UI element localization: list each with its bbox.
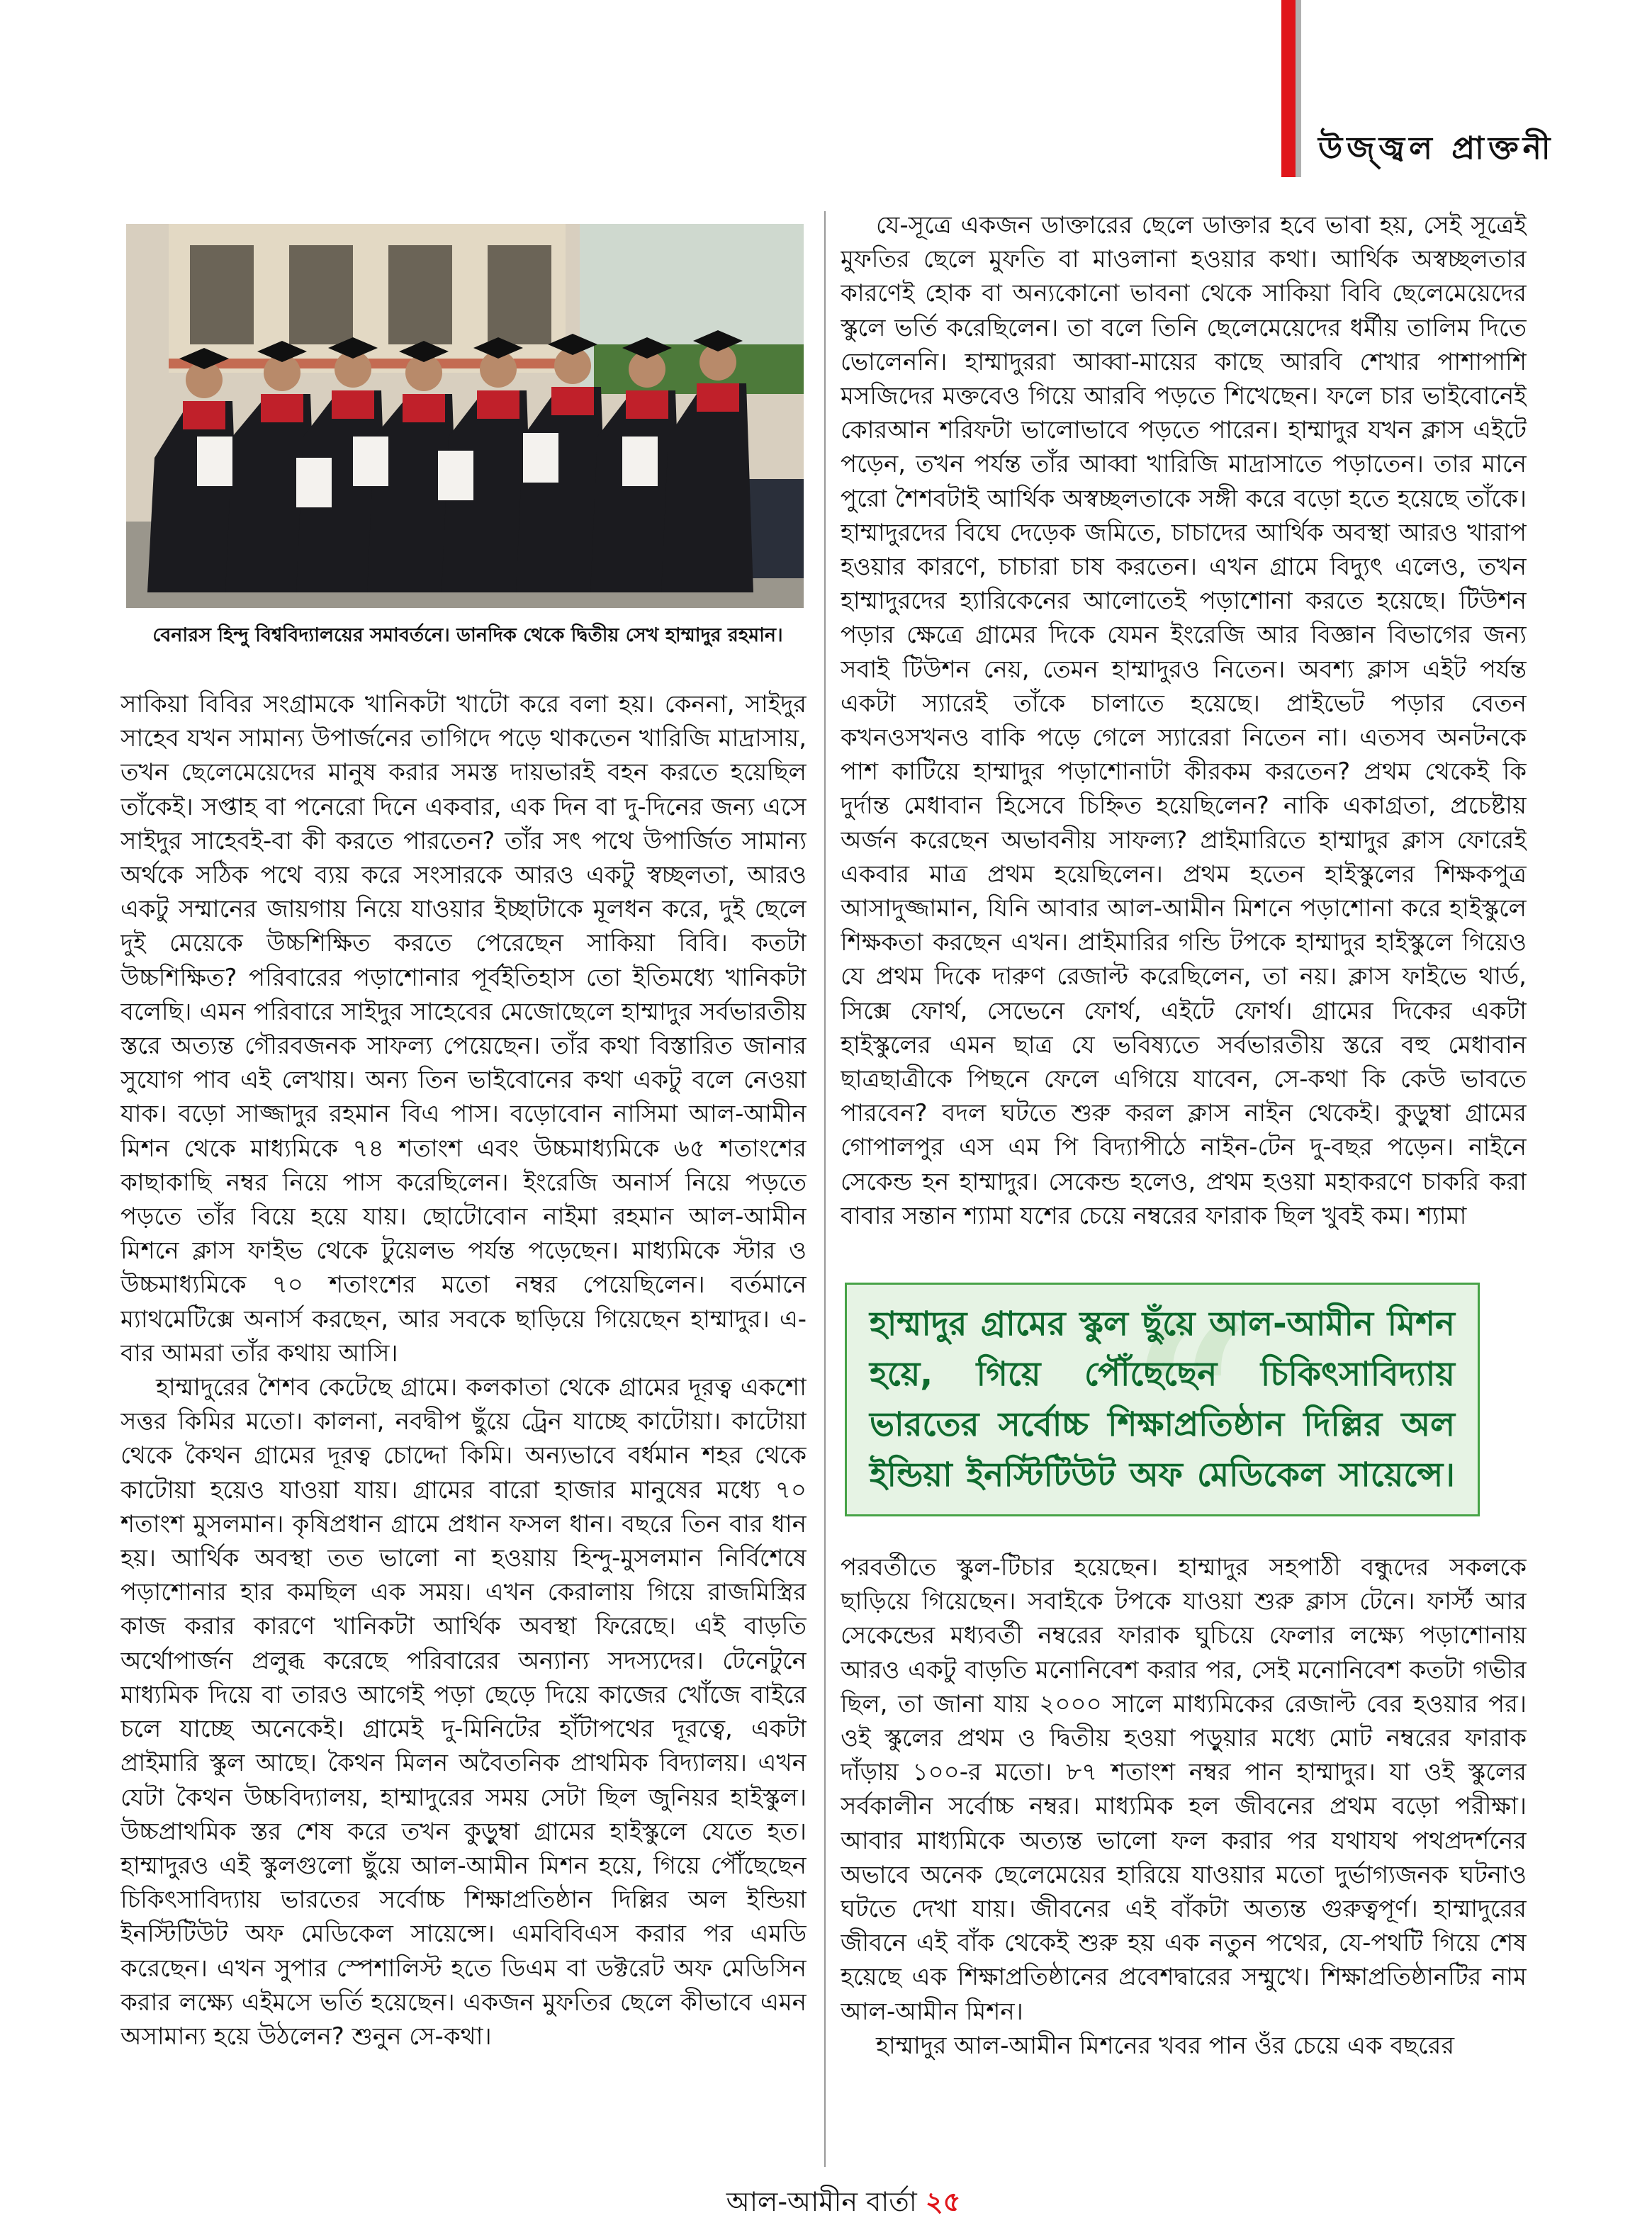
article-paragraph: যে-সূত্রে একজন ডাক্তারের ছেলে ডাক্তার হবে ভাবা হয়, সেই সূত্রেই মুফতির ছেলে মুফতি বা মাওলানা হওয়ার কথা। আর্থিক অস্বচ্ছলতার কারণেই হোক বা অন্যকোনো ভাবনা থেকে সাকিয়া বিবি ছেলেমেয়েদের স্কুলে ভর্তি করেছিলেন। তা বলে তিনি ছেলেমেয়েদের ধর্মীয় তালিম দিতে ভোলেননি। হাম্মাদুররা আব্বা-মায়ের কাছে আরবি শেখার পাশাপাশি মসজিদের মক্তবেও গিয়ে আরবি পড়তে শিখেছেন। ফলে চার ভাইবোনেই কোরআন শরিফটা ভালোভাবে পড়তে পারেন। হাম্মাদুর যখন ক্লাস এইটে পড়েন, তখন পর্যন্ত তাঁর আব্বা খারিজি মাদ্রাসাতে পড়াতেন। তার মানে পুরো শৈশবটাই আর্থিক অস্বচ্ছলতাকে সঙ্গী করে বড়ো হতে হয়েছে তাঁকে। হাম্মাদুরদের বিঘে দেড়েক জমিতে, চাচাদের আর্থিক অবস্থা আরও খারাপ হওয়ার কারণে, চাচারা চাষ করতেন। এখন গ্রামে বিদ্যুৎ এলেও, তখন হাম্মাদুরদের হ্যারিকেনের আলোতেই পড়াশোনা করতে হয়েছে। টিউশন পড়ার ক্ষেত্রে গ্রামের দিকে যেমন ইংরেজি আর বিজ্ঞান বিভাগের জন্য সবাই টিউশন নেয়, তেমন হাম্মাদুরও নিতেন। অবশ্য ক্লাস এইট পর্যন্ত একটা স্যারেই তাঁকে চালাতে হয়েছে। প্রাইভেট পড়ার বেতন কখনওসখনও বাকি পড়ে গেলে স্যারেরা নিতেন না। এতসব অনটনকে পাশ কাটিয়ে হাম্মাদুর পড়াশোনাটা কীরকম করতেন? প্রথম থেকেই কি দুর্দান্ত মেধাবান হিসেবে চিহ্নিত হয়েছিলেন? নাকি একাগ্রতা, প্রচেষ্টায় অর্জন করেছেন অভাবনীয় সাফল্য? প্রাইমারিতে হাম্মাদুর ক্লাস ফোরেই একবার মাত্র প্রথম হয়েছিলেন। প্রথম হতেন হাইস্কুলের শিক্ষকপুত্র আসাদুজ্জামান, যিনি আবার আল-আমীন মিশনে পড়াশোনা করে হাইস্কুলে শিক্ষকতা করছেন এখন। প্রাইমারির গন্ডি টপকে হাম্মাদুর হাইস্কুলে গিয়েও যে প্রথম দিকে দারুণ রেজাল্ট করেছিলেন, তা নয়। ক্লাস ফাইভে থার্ড, সিক্সে ফোর্থ, সেভেনে ফোর্থ, এইটে ফোর্থ। গ্রামের দিকের একটা হাইস্কুলের এমন ছাত্র যে ভবিষ্যতে সর্বভারতীয় স্তরে বহু মেধাবান ছাত্রছাত্রীকে পিছনে ফেলে এগিয়ে যাবেন, সে-কথা কি কেউ ভাবতে পারবেন? বদল ঘটতে শুরু করল ক্লাস নাইন থেকেই। কুড়ুম্বা গ্রামের গোপালপুর এস এম পি বিদ্যাপীঠে নাইন-টেন দু-বছর পড়েন। নাইনে সেকেন্ড হন হাম্মাদুর। সেকেন্ড হলেও, প্রথম হওয়া মহাকরণে চাকরি করা বাবার সন্তান শ্যামা যশের চেয়ে নম্বরের ফারাক ছিল খুবই কম। শ্যামা: [841, 211, 1527, 1230]
page-footer: [695, 2181, 992, 2226]
header-accent-bar-shadow: [1296, 0, 1301, 177]
graduation-photo: [126, 224, 804, 608]
photo-caption: বেনারস হিন্দু বিশ্ববিদ্যালয়ের সমাবর্তনে। ডানদিক থেকে দ্বিতীয় সেখ হাম্মাদুর রহমান।: [152, 624, 783, 646]
magazine-name: আল-আমীন বার্তা: [726, 2186, 917, 2217]
quote-mark-icon: “: [1130, 1283, 1253, 1516]
article-paragraph: পরবর্তীতে স্কুল-টিচার হয়েছেন। হাম্মাদুর সহপাঠী বন্ধুদের সকলকে ছাড়িয়ে গিয়েছেন। সবাইকে টপকে যাওয়া শুরু ক্লাস টেনে। ফার্স্ট আর সেকেন্ডের মধ্যবর্তী নম্বরের ফারাক ঘুচিয়ে ফেলার লক্ষ্যে পড়াশোনায় আরও একটু বাড়তি মনোনিবেশ করার পর, সেই মনোনিবেশ কতটা গভীর ছিল, তা জানা যায় ২০০০ সালে মাধ্যমিকের রেজাল্ট বের হওয়ার পর। ওই স্কুলের প্রথম ও দ্বিতীয় হওয়া পড়ুয়ার মধ্যে মোট নম্বরের ফারাক দাঁড়ায় ১০০-র মতো। ৮৭ শতাংশ নম্বর পান হাম্মাদুর। যা ওই স্কুলের সর্বকালীন সর্বোচ্চ নম্বর। মাধ্যমিক হল জীবনের প্রথম বড়ো পরীক্ষা। আবার মাধ্যমিকে অত্যন্ত ভালো ফল করার পর যথাযথ পথপ্রদর্শনের অভাবে অনেক ছেলেমেয়ের হারিয়ে যাওয়ার মতো দুর্ভাগ্যজনক ঘটনাও ঘটতে দেখা যায়। জীবনের এই বাঁকটা অত্যন্ত গুরুত্বপূর্ণ। হাম্মাদুরের জীবনে এই বাঁক থেকেই শুরু হয় এক নতুন পথের, যে-পথটি গিয়ে শেষ হয়েছে এক শিক্ষাপ্রতিষ্ঠানের প্রবেশদ্বারের সম্মুখে। শিক্ষাপ্রতিষ্ঠানটির নাম আল-আমীন মিশন।: [841, 1553, 1527, 2026]
section-title: উজ্জ্বল প্রাক্তনী: [1318, 130, 1555, 167]
page-number: ২৫: [925, 2186, 961, 2217]
pull-quote-text: হাম্মাদুর গ্রামের স্কুল ছুঁয়ে আল-আমীন মিশন হয়ে, গিয়ে পৌঁছেছেন চিকিৎসাবিদ্যায় ভারতের সর্বোচ্চ শিক্ষাপ্রতিষ্ঠান দিল্লির অল ইন্ডিয়া ইনস্টিটিউট অফ মেডিকেল সায়েন্সে।: [870, 1305, 1455, 1494]
article-left-column: [120, 687, 807, 2161]
pull-quote-box: [845, 1283, 1480, 1516]
header-accent-bar: [1281, 0, 1296, 177]
article-right-column-top: [841, 208, 1527, 1253]
article-paragraph: সাকিয়া বিবির সংগ্রামকে খানিকটা খাটো করে বলা হয়। কেননা, সাইদুর সাহেব যখন সামান্য উপার্জনের তাগিদে পড়ে থাকতেন খারিজি মাদ্রাসায়, তখন ছেলেমেয়েদের মানুষ করার সমস্ত দায়ভারই বহন করতে হয়েছিল তাঁকেই। সপ্তাহ বা পনেরো দিনে একবার, এক দিন বা দু-দিনের জন্য এসে সাইদুর সাহেবই-বা কী করতে পারতেন? তাঁর সৎ পথে উপার্জিত সামান্য অর্থকে সঠিক পথে ব্যয় করে সংসারকে আরও একটু স্বচ্ছলতা, আরও একটু সম্মানের জায়গায় নিয়ে যাওয়ার ইচ্ছাটাকে মূলধন করে, দুই ছেলে দুই মেয়েকে উচ্চশিক্ষিত করতে পেরেছেন সাকিয়া বিবি। কতটা উচ্চশিক্ষিত? পরিবারের পড়াশোনার পূর্বইতিহাস তো ইতিমধ্যে খানিকটা বলেছি। এমন পরিবারে সাইদুর সাহেবের মেজোছেলে হাম্মাদুর সর্বভারতীয় স্তরে অত্যন্ত গৌরবজনক সাফল্য পেয়েছেন। তাঁর কথা বিস্তারিত জানার সুযোগ পাব এই লেখায়। অন্য তিন ভাইবোনের কথা একটু বলে নেওয়া যাক। বড়ো সাজ্জাদুর রহমান বিএ পাস। বড়োবোন নাসিমা আল-আমীন মিশন থেকে মাধ্যমিকে ৭৪ শতাংশ এবং উচ্চমাধ্যমিকে ৬৫ শতাংশের কাছাকাছি নম্বর নিয়ে পাস করেছিলেন। ইংরেজি অনার্স নিয়ে পড়তে পড়তে তাঁর বিয়ে হয়ে যায়। ছোটোবোন নাইমা রহমান আল-আমীন মিশনে ক্লাস ফাইভ থেকে টুয়েলভ পর্যন্ত পড়েছেন। মাধ্যমিকে স্টার ও উচ্চমাধ্যমিকে ৭০ শতাংশের মতো নম্বর পেয়েছিলেন। বর্তমানে ম্যাথমেটিক্সে অনার্স করছেন, আর সবকে ছাড়িয়ে গিয়েছেন হাম্মাদুর। এ-বার আমরা তাঁর কথায় আসি।: [120, 690, 807, 1368]
article-right-column-bottom: [841, 1550, 1527, 2167]
article-paragraph: হাম্মাদুরের শৈশব কেটেছে গ্রামে। কলকাতা থেকে গ্রামের দূরত্ব একশো সত্তর কিমির মতো। কালনা, নবদ্বীপ ছুঁয়ে ট্রেন যাচ্ছে কাটোয়া। কাটোয়া থেকে কৈথন গ্রামের দূরত্ব চোদ্দো কিমি। অন্যভাবে বর্ধমান শহর থেকে কাটোয়া হয়েও যাওয়া যায়। গ্রামের বারো হাজার মানুষের মধ্যে ৭০ শতাংশ মুসলমান। কৃষিপ্রধান গ্রামে প্রধান ফসল ধান। বছরে তিন বার ধান হয়। আর্থিক অবস্থা তত ভালো না হওয়ায় হিন্দু-মুসলমান নির্বিশেষে পড়াশোনার হার কমছিল এক সময়। এখন কেরালায় গিয়ে রাজমিস্ত্রির কাজ করার কারণে খানিকটা আর্থিক অবস্থা ফিরেছে। এই বাড়তি অর্থোপার্জন প্রলুব্ধ করেছে পরিবারের অন্যান্য সদস্যদের। টেনেটুনে মাধ্যমিক দিয়ে বা তারও আগেই পড়া ছেড়ে দিয়ে কাজের খোঁজে বাইরে চলে যাচ্ছে অনেকেই। গ্রামেই দু-মিনিটের হাঁটাপথের দূরত্বে, একটা প্রাইমারি স্কুল আছে। কৈথন মিলন অবৈতনিক প্রাথমিক বিদ্যালয়। এখন যেটা কৈথন উচ্চবিদ্যালয়, হাম্মাদুরের সময় সেটা ছিল জুনিয়র হাইস্কুল। উচ্চপ্রাথমিক স্তর শেষ করে তখন কুড়ুম্বা গ্রামের হাইস্কুলে যেতে হত। হাম্মাদুরও এই স্কুলগুলো ছুঁয়ে আল-আমীন মিশন হয়ে, গিয়ে পৌঁছেছেন চিকিৎসাবিদ্যায় ভারতের সর্বোচ্চ শিক্ষাপ্রতিষ্ঠান দিল্লির অল ইন্ডিয়া ইনস্টিটিউট অফ মেডিকেল সায়েন্সে। এমবিবিএস করার পর এমডি করেছেন। এখন সুপার স্পেশালিস্ট হতে ডিএম বা ডক্টরেট অফ মেডিসিন করার লক্ষ্যে এইমসে ভর্তি হয়েছেন। একজন মুফতির ছেলে কীভাবে এমন অসামান্য হয়ে উঠলেন? শুনুন সে-কথা।: [120, 1373, 807, 2051]
column-divider: [824, 211, 826, 2167]
article-paragraph: হাম্মাদুর আল-আমীন মিশনের খবর পান ওঁর চেয়ে এক বছরের: [876, 2031, 1455, 2060]
